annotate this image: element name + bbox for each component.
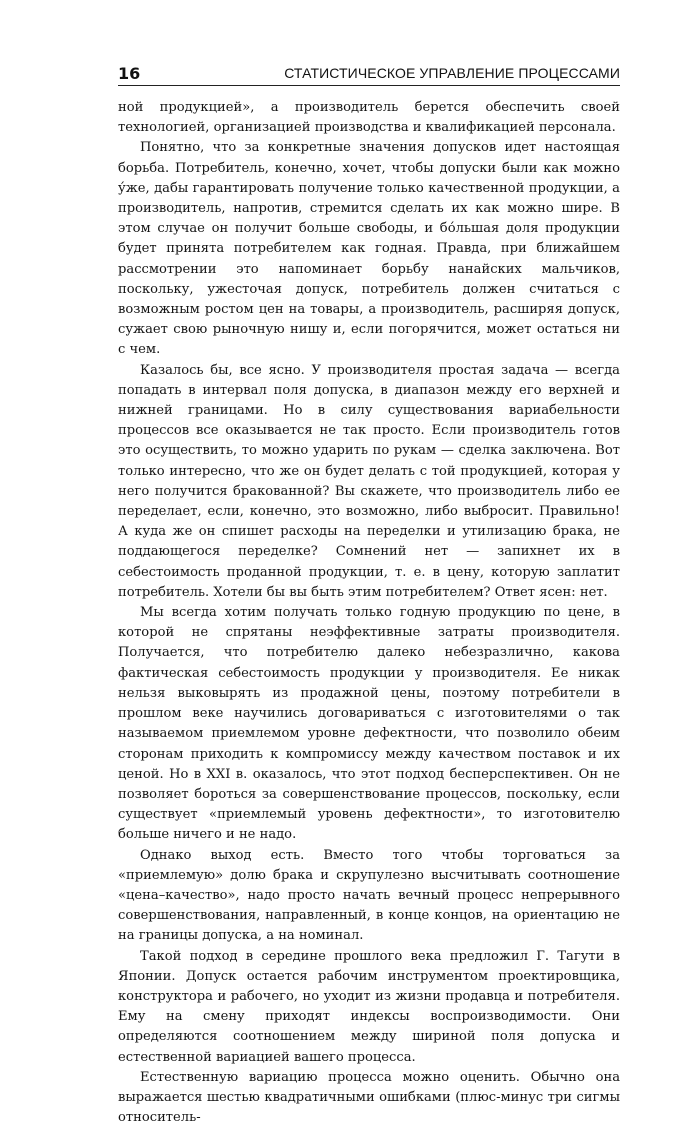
page-number: 16 <box>118 64 141 83</box>
paragraph-5: Однако выход есть. Вместо того чтобы торговаться за «приемлемую» долю брака и скрупулезно высчитывать соотношение «цена–качество», надо просто начать вечный процесс непрерывного совершенствования, направленный, в конце концов, на ориентацию не на границы допуска, а на номинал. <box>118 847 620 944</box>
running-title: СТАТИСТИЧЕСКОЕ УПРАВЛЕНИЕ ПРОЦЕССАМИ <box>284 65 620 81</box>
paragraph-7: Естественную вариацию процесса можно оценить. Обычно она выражается шестью квадратичными ошибками (плюс-минус три сигмы относитель- <box>118 1069 620 1126</box>
paragraph-4: Мы всегда хотим получать только годную продукцию по цене, в которой не спрятаны неэффективные затраты производителя. Получается, что потребителю далеко небезразлично, какова фактическая себестоимость продукции у производителя. Ее никак нельзя выковырять из продажной цены, поэтому потребители в прошлом веке научились договариваться с изготовителями о так называемом приемлемом уровне дефектности, что позволило обеим сторонам приходить к компромиссу между качеством поставок и их ценой. Но в XXI в. оказалось, что этот подход бесперспективен. Он не позволяет бороться за совершенствование процессов, поскольку, если существует «приемлемый уровень дефектности», то изготовителю больше ничего и не надо. <box>118 605 620 843</box>
running-header <box>118 60 620 86</box>
header-rule <box>118 85 620 86</box>
paragraph-3: Казалось бы, все ясно. У производителя простая задача — всегда попадать в интервал поля допуска, в диапазон между его верхней и нижней границами. Но в силу существования вариабельности процессов все оказывается не так просто. Если производитель готов это осуществить, то можно ударить по рукам — сделка заключена. Вот только интересно, что же он будет делать с той продукцией, которая у него получится бракованной? Вы скажете, что производитель либо ее переделает, если, конечно, это возможно, либо выбросит. Правильно! А куда же он спишет расходы на переделки и утилизацию брака, не поддающегося переделке? Сомнений нет — запихнет их в себестоимость проданной продукции, т. е. в цену, которую заплатит потребитель. Хотели бы вы быть этим потребителем? Ответ ясен: нет. <box>118 362 620 600</box>
body-text <box>118 98 620 1128</box>
paragraph-2: Понятно, что за конкретные значения допусков идет настоящая борьба. Потребитель, конечно, хочет, чтобы допуски были как можно у́же, дабы гарантировать получение только качественной продукции, а производитель, напротив, стремится сделать их как можно шире. В этом случае он получит больше свободы, и бо́льшая доля продукции будет принята потребителем как годная. Правда, при ближайшем рассмотрении это напоминает борьбу нанайских мальчиков, поскольку, ужесточая допуск, потребитель должен считаться с возможным ростом цен на товары, а производитель, расширяя допуск, сужает свою рыночную нишу и, если погорячится, может остаться ни с чем. <box>118 140 620 358</box>
paragraph-1: ной продукцией», а производитель берется обеспечить своей технологией, организацией производства и квалификацией персонала. <box>118 100 620 136</box>
paragraph-6: Такой подход в середине прошлого века предложил Г. Тагути в Японии. Допуск остается рабочим инструментом проектировщика, конструктора и рабочего, но уходит из жизни продавца и потребителя. Ему на смену приходят индексы воспроизводимости. Они определяются соотношением между шириной поля допуска и естественной вариацией вашего процесса. <box>118 948 620 1065</box>
